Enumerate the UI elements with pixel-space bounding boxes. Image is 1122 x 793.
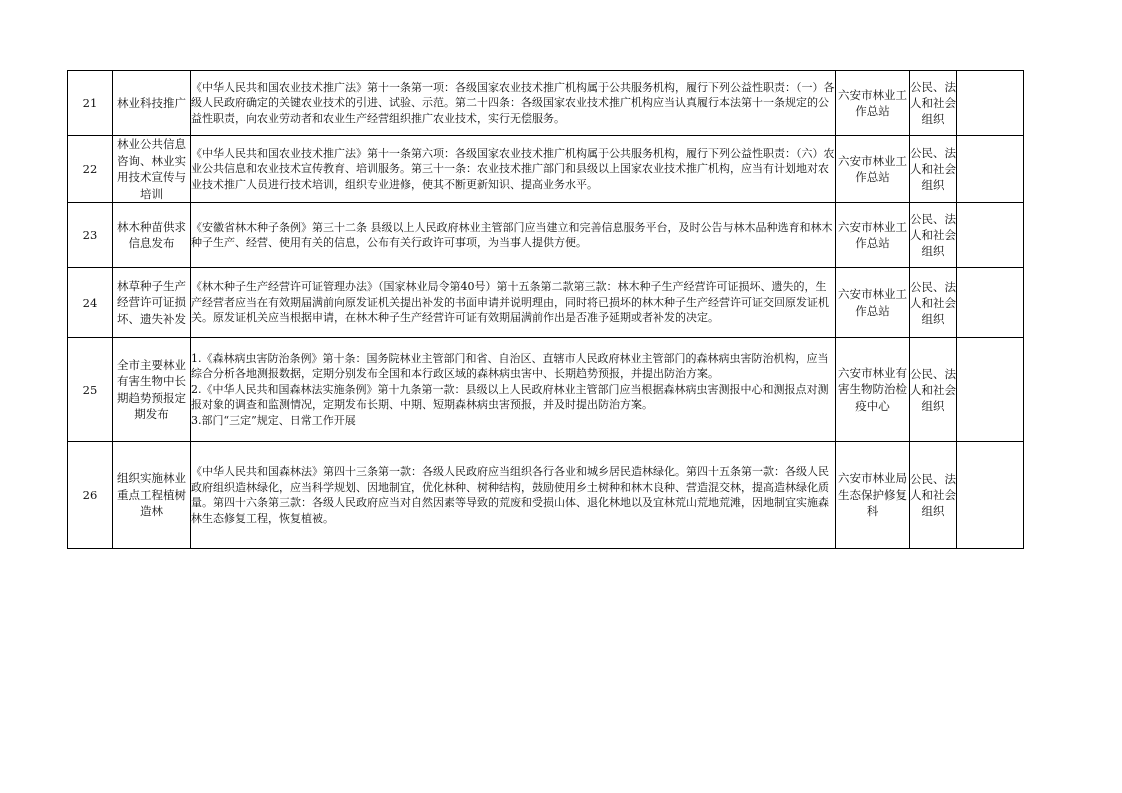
service-target: 公民、法人和社会组织 [910,80,956,126]
legal-basis-text: 《安徽省林木种子条例》第三十二条 县级以上人民政府林业主管部门应当建立和完善信息服务平台，及时公告与林木品种选育和林木种子生产、经营、使用有关的信息，公布有关行政许可事项，为当事人提供方便。 [191,220,833,249]
legal-basis-cell [191,71,836,136]
legal-basis-text: 《林木种子生产经营许可证管理办法》（国家林业局令第40号）第十五条第二款第三款：林木种子生产经营许可证损坏、遗失的，生产经营者应当在有效期届满前向原发证机关提出补发的书面申请并说明理由，同时将已损坏的林木种子生产经营许可证交回原发证机关。原发证机关应当根据申请，在林木种子生产经营许可证有效期届满前作出是否准予延期或者补发的决定。 [191,280,829,325]
service-target-cell [910,268,957,338]
remark-cell [957,203,1024,268]
legal-basis-cell [191,442,836,549]
department-cell [836,338,910,442]
row-number: 26 [68,442,113,549]
row-number: 23 [68,203,113,268]
remark-cell [957,71,1024,136]
service-name: 林草种子生产经营许可证损坏、遗失补发 [117,278,186,326]
row-number: 21 [68,71,113,136]
remark-cell [957,268,1024,338]
department-cell [836,71,910,136]
department-name: 六安市林业工作总站 [838,153,907,184]
service-target: 公民、法人和社会组织 [910,472,956,518]
remark-cell [957,442,1024,549]
department-name: 六安市林业工作总站 [838,219,907,250]
service-name-cell [113,71,191,136]
legal-basis-cell [191,338,836,442]
legal-basis-text: 《中华人民共和国农业技术推广法》第十一条第六项：各级国家农业技术推广机构属于公共服务机构，履行下列公益性职责：（六）农业公共信息和农业技术宣传教育、培训服务。第三十一条：农业技术推广部门和县级以上国家农业技术推广机构，应当有计划地对农业技术推广人员进行技术培训，组织专业进修，使其不断更新知识、提高业务水平。 [191,146,835,191]
service-target: 公民、法人和社会组织 [910,212,956,258]
table-row [68,203,1024,268]
table-row [68,71,1024,136]
department-cell [836,442,910,549]
department-cell [836,203,910,268]
service-name-cell [113,268,191,338]
remark-cell [957,338,1024,442]
remark-cell [957,136,1024,203]
service-target-cell [910,203,957,268]
service-name-cell [113,338,191,442]
department-cell [836,136,910,203]
table-row [68,338,1024,442]
service-target-cell [910,71,957,136]
service-name-cell [113,136,191,203]
service-table [67,70,1024,549]
service-name: 全市主要林业有害生物中长期趋势预报定期发布 [117,357,186,421]
service-name: 林木种苗供求信息发布 [117,219,186,250]
service-name: 林业公共信息咨询、林业实用技术宣传与培训 [117,137,186,201]
table-row [68,268,1024,338]
table-row [68,442,1024,549]
department-name: 六安市林业局生态保护修复科 [838,471,907,519]
service-target: 公民、法人和社会组织 [910,146,956,192]
legal-basis-text: 《中华人民共和国农业技术推广法》第十一条第一项：各级国家农业技术推广机构属于公共服务机构，履行下列公益性职责：（一）各级人民政府确定的关键农业技术的引进、试验、示范。第二十四条：各级国家农业技术推广机构应当认真履行本法第十一条规定的公益性职责，向农业劳动者和农业生产经营组织推广农业技术，实行无偿服务。 [191,80,835,125]
service-list-sheet [67,70,1023,549]
legal-basis-text: 1.《森林病虫害防治条例》第十条：国务院林业主管部门和省、自治区、直辖市人民政府林业主管部门的森林病虫害防治机构，应当综合分析各地测报数据，定期分别发布全国和本行政区域的森林病虫害中、长期趋势预报，并提出防治方案。 2.《中华人民共和国森林法实施条例》第十九条第一款：县级以上人民政府林业主管部门应当根据森林病虫害测报中心和测报点对测报对象的调查和监测情况，定期发布长期、中期、短期森林病虫害预报，并及时提出防治方案。 3.部门“三定”规定、日常工作开展 [191,351,829,427]
service-target-cell [910,338,957,442]
row-number: 22 [68,136,113,203]
service-target: 公民、法人和社会组织 [910,279,956,326]
department-name: 六安市林业工作总站 [838,87,907,118]
service-target: 公民、法人和社会组织 [910,366,956,413]
row-number: 24 [68,268,113,338]
service-name: 组织实施林业重点工程植树造林 [117,471,186,519]
legal-basis-cell [191,136,836,203]
legal-basis-cell [191,203,836,268]
service-name: 林业科技推广 [117,95,186,110]
row-number: 25 [68,338,113,442]
department-name: 六安市林业工作总站 [838,287,907,318]
table-row [68,136,1024,203]
department-cell [836,268,910,338]
legal-basis-cell [191,268,836,338]
department-name: 六安市林业有害生物防治检疫中心 [838,365,907,413]
legal-basis-text: 《中华人民共和国森林法》第四十三条第一款：各级人民政府应当组织各行各业和城乡居民造林绿化。第四十五条第一款：各级人民政府组织造林绿化，应当科学规划、因地制宜，优化林种、树种结构，鼓励使用乡土树种和林木良种、营造混交林，提高造林绿化质量。第四十六条第三款：各级人民政府应当对自然因素等导致的荒废和受损山体、退化林地以及宜林荒山荒地荒滩，因地制宜实施森林生态修复工程，恢复植被。 [191,465,829,525]
service-name-cell [113,442,191,549]
service-name-cell [113,203,191,268]
service-target-cell [910,442,957,549]
service-target-cell [910,136,957,203]
